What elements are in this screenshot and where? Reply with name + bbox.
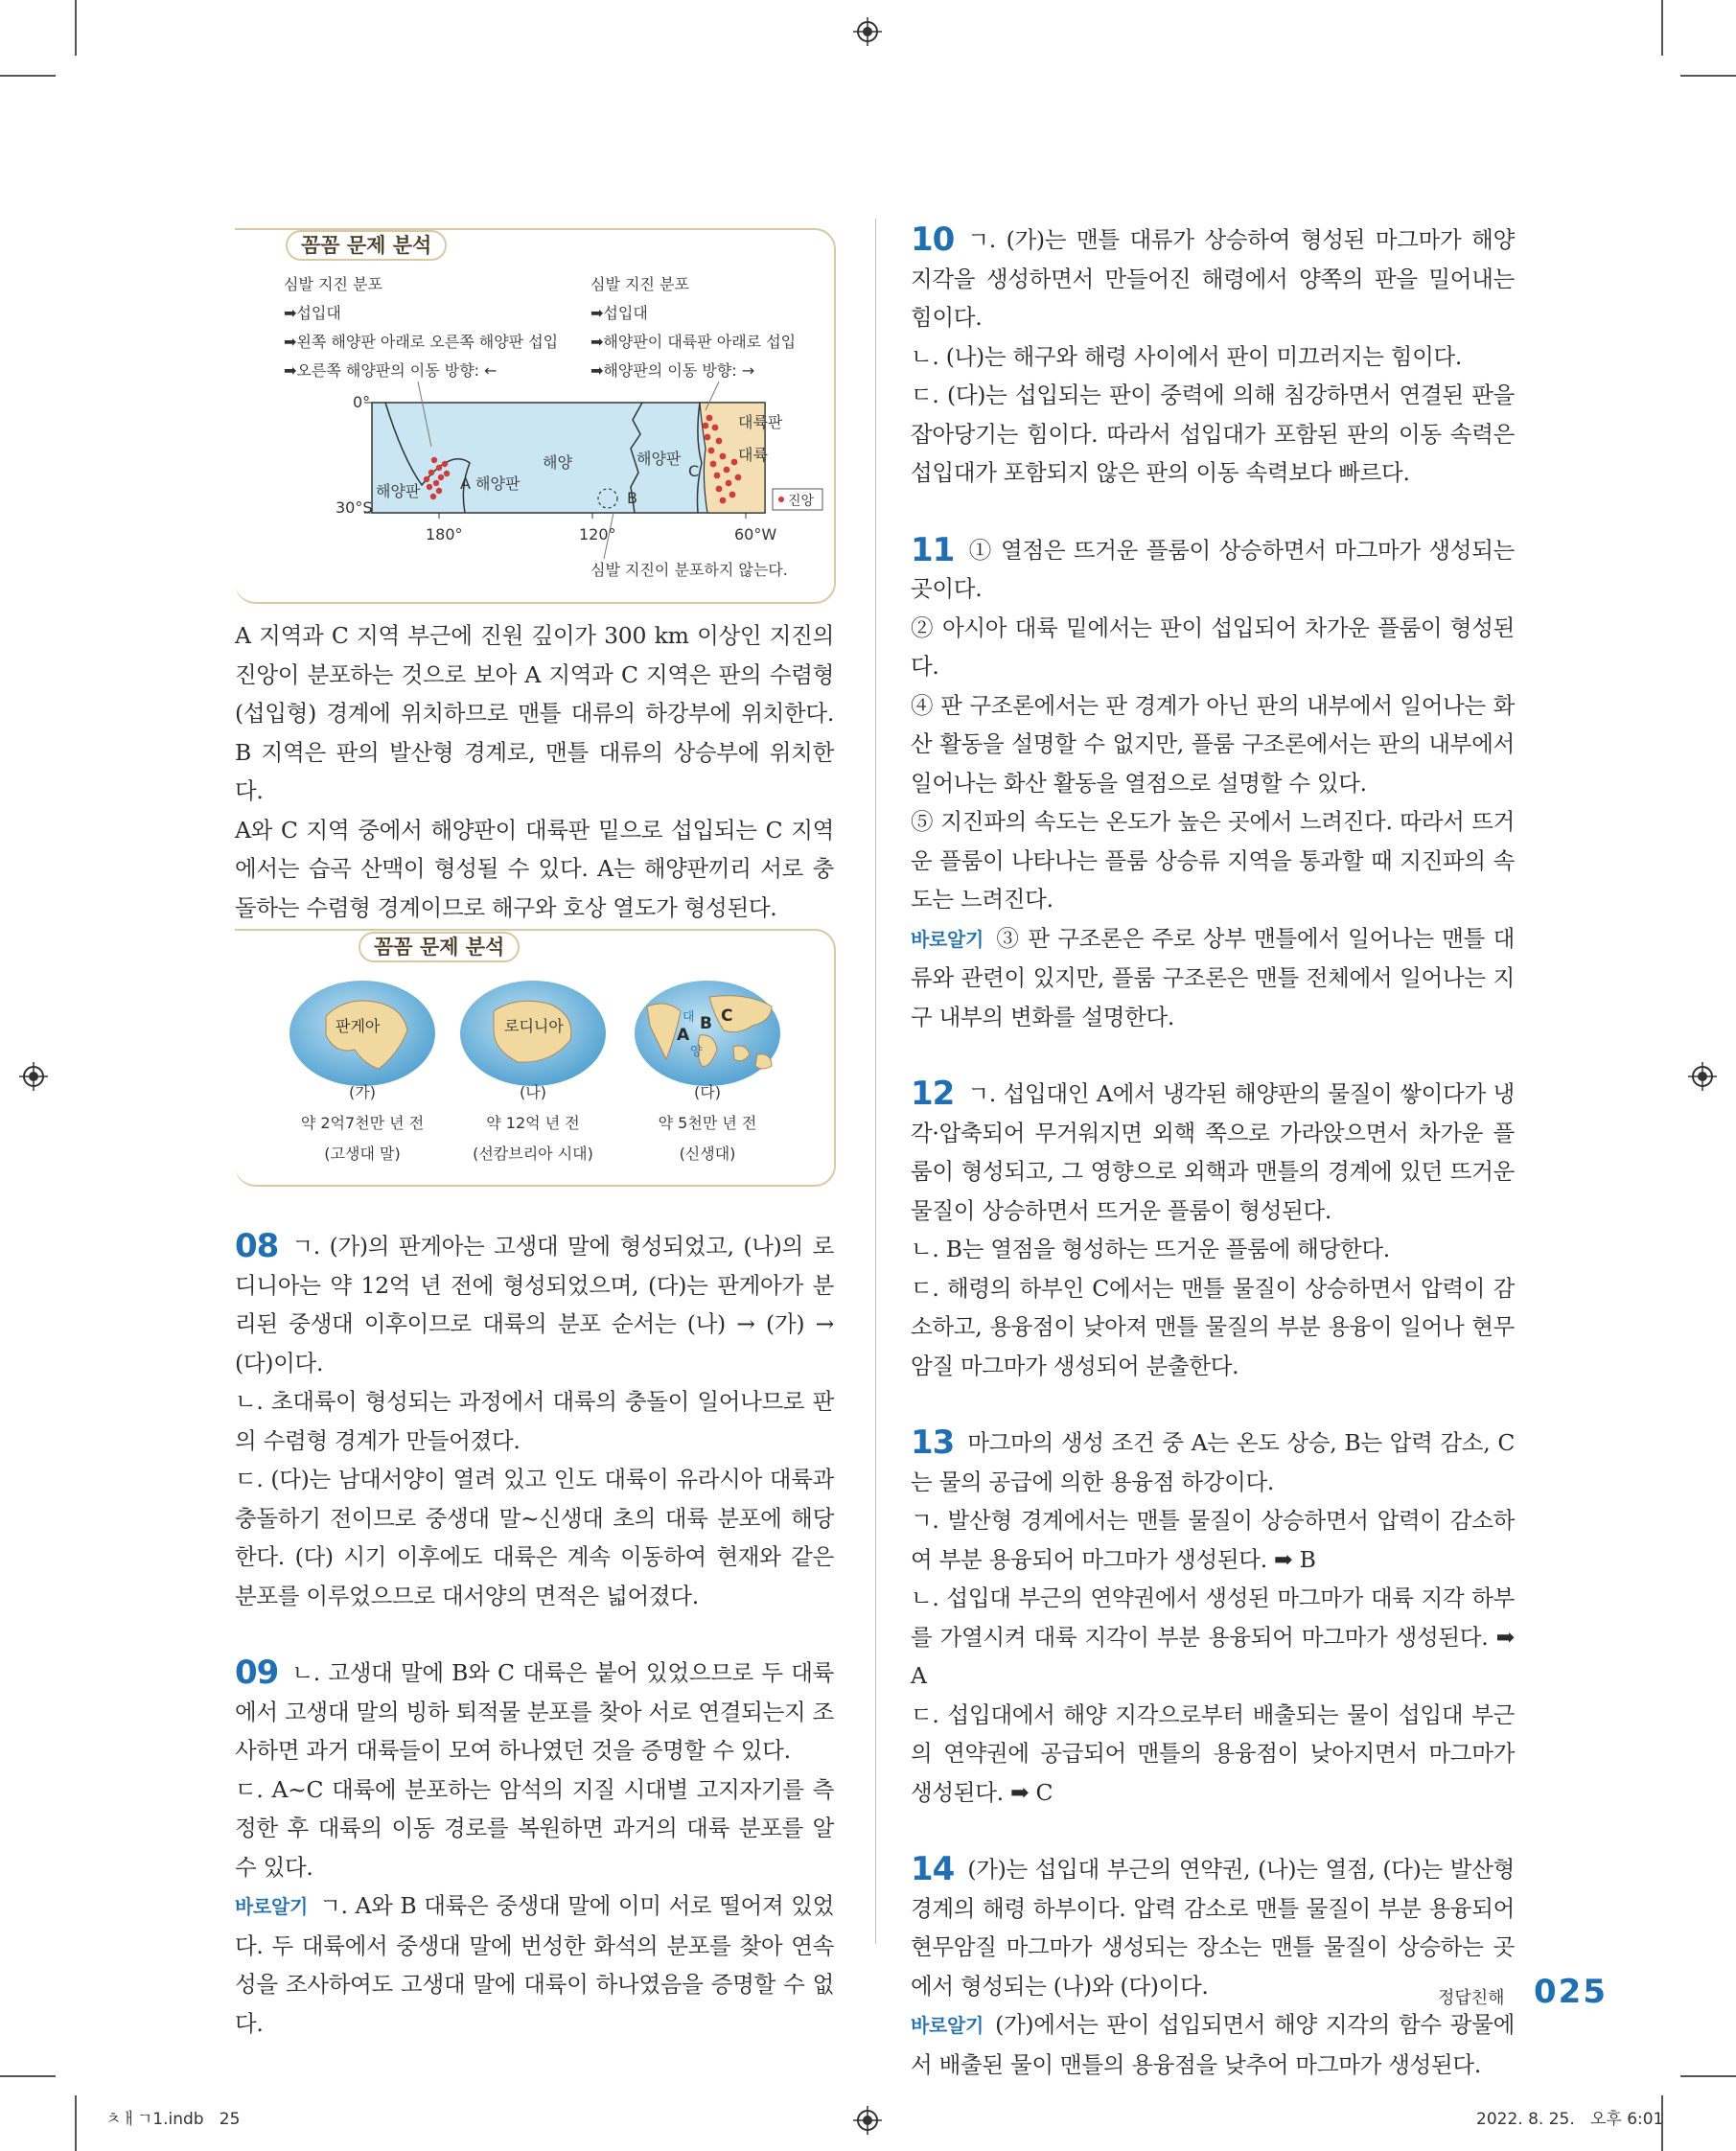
answer-12: 12 ㄱ. 섭입대인 A에서 냉각된 해양판의 물질이 쌓이다가 냉각·압축되어 무거워지면 외핵 쪽으로 가라앉으면서 차가운 플룸이 형성되고, 그 영향으로 외핵과 맨틀의 경계에 있던 뜨거운 물질이 상승하면서 뜨거운 플룸이 형성된다. <box>911 1075 1515 1224</box>
map-label: 해양판 <box>637 450 682 468</box>
globe-mark: A <box>677 1026 690 1045</box>
answer-08: 08 ㄱ. (가)의 판게아는 고생대 말에 형성되었고, (나)의 로디니아는 약 12억 년 전에 형성되었으며, (다)는 판게아가 분리된 중생대 이후이므로 대륙의 분포 순서는 (나) → (가) → (다)이다. <box>235 1227 834 1376</box>
globe-caption: (나) 약 12억 년 전 (선캄브리아 시대) <box>473 1083 593 1163</box>
paragraph: ㄱ. 발산형 경계에서는 맨틀 물질이 상승하면서 압력이 감소하여 부분 용융되어 마그마가 생성된다. ➡ B <box>911 1507 1515 1573</box>
left-note: 심발 지진 분포 ➡섭입대 ➡왼쪽 해양판 아래로 오른쪽 해양판 섭입 ➡오른쪽 해양판의 이동 방향: ← <box>284 275 559 380</box>
map-label: C <box>688 462 700 480</box>
answer-13: 13 마그마의 생성 조건 중 A는 온도 상승, B는 압력 감소, C는 물의 공급에 의한 용융점 하강이다. <box>911 1423 1515 1495</box>
paragraph: ㄷ. (다)는 섭입되는 판이 중력에 의해 침강하면서 연결된 판을 잡아당기는 힘이다. 따라서 섭입대가 포함된 판의 이동 속력은 섭입대가 포함되지 않은 판의 이동 속력보다 빠르다. <box>911 382 1515 486</box>
paragraph: ㄷ. 섭입대에서 해양 지각으로부터 배출되는 물이 섭입대 부근의 연약권에 공급되어 맨틀의 용융점이 낮아지면서 마그마가 생성된다. ➡ C <box>911 1700 1515 1806</box>
answer-14: 14 (가)는 섭입대 부근의 연약권, (나)는 열점, (다)는 발산형 경계의 해령 하부이다. 압력 감소로 맨틀 물질이 부분 용융되어 현무암질 마그마가 생성되는 장소는 맨틀 물질이 상승하는 곳에서 형성되는 (나)와 (다)이다. <box>911 1850 1515 2000</box>
lon-label: 120° <box>579 525 616 544</box>
crop-mark <box>0 2075 56 2077</box>
lat-label: 0° <box>353 393 371 411</box>
paragraph: ㄴ. 섭입대 부근의 연약권에서 생성된 마그마가 대륙 지각 하부를 가열시켜 대륙 지각이 부분 용융되어 마그마가 생성된다. ➡ A <box>911 1584 1515 1689</box>
crop-mark <box>0 75 56 77</box>
correction: 바로알기 ㄱ. A와 B 대륙은 중생대 말에 이미 서로 떨어져 있었다. 두 대륙에서 중생대 말에 번성한 화석의 분포를 찾아 연속성을 조사하여도 고생대 말에 대륙이 하나였음을 증명할 수 없다. <box>235 1892 834 2037</box>
paragraph: ㄴ. (나)는 해구와 해령 사이에서 판이 미끄러지는 힘이다. <box>911 342 1463 370</box>
answer-11: 11 ① 열점은 뜨거운 플룸이 상승하면서 마그마가 생성되는 곳이다. <box>911 530 1515 602</box>
map-label: B <box>627 489 637 507</box>
paragraph: ② 아시아 대륙 밑에서는 판이 섭입되어 차가운 플룸이 형성된다. <box>911 613 1515 680</box>
registration-mark-icon <box>1688 1062 1717 1091</box>
globe-mark: B <box>700 1014 712 1033</box>
legend-label: 진앙 <box>788 494 815 509</box>
paragraph: ㄷ. (다)는 남대서양이 열려 있고 인도 대륙이 유라시아 대륙과 충돌하기 전이므로 중생대 말~신생대 초의 대륙 분포에 해당한다. (다) 시기 이후에도 대륙은 계속 이동하여 현재와 같은 분포를 이루었으므로 대서양의 면적은 넓어졌다. <box>235 1466 834 1609</box>
right-column <box>911 220 1515 2084</box>
registration-mark-icon <box>853 2106 882 2135</box>
globe-mark: C <box>721 1006 733 1026</box>
section-label: 정답친해 <box>1438 1988 1505 2008</box>
paragraph: ④ 판 구조론에서는 판 경계가 아닌 판의 내부에서 일어나는 화산 활동을 설명할 수 없지만, 플룸 구조론에서는 판의 내부에서 일어나는 화산 활동을 열점으로 설명할 수 있다. <box>911 691 1515 797</box>
paragraph: ⑤ 지진파의 속도는 온도가 높은 곳에서 느려진다. 따라서 뜨거운 플룸이 나타나는 플룸 상승류 지역을 통과할 때 지진파의 속도는 느려진다. <box>911 808 1515 913</box>
left-text-07 <box>235 616 834 927</box>
map-label: 대륙 <box>738 446 768 464</box>
analysis-tag: 꼼꼼 문제 분석 <box>280 230 452 259</box>
column-divider <box>875 219 876 1944</box>
left-text-0809 <box>235 1227 834 2043</box>
date-stamp: 2022. 8. 25. 오후 6:01 <box>1476 2110 1664 2129</box>
globe-caption: (가) 약 2억7천만 년 전 (고생대 말) <box>300 1083 425 1163</box>
page-number: 025 <box>1534 1973 1608 2011</box>
paragraph: A 지역과 C 지역 부근에 진원 깊이가 300 km 이상인 지진의 진앙이 분포하는 것으로 보아 A 지역과 C 지역은 판의 수렴형 (섭입형) 경계에 위치하므로 맨틀 대류의 하강부에 위치한다. B 지역은 판의 발산형 경계로, 맨틀 대류의 상승부에 위치한다. <box>235 622 834 804</box>
lon-label: 60°W <box>734 525 777 544</box>
paragraph: ㄴ. B는 열점을 형성하는 뜨거운 플룸에 해당한다. <box>911 1236 1390 1262</box>
analysis-tag: 꼼꼼 문제 분석 <box>353 932 525 960</box>
paragraph: ㄴ. 초대륙이 형성되는 과정에서 대륙의 충돌이 일어나므로 판의 수렴형 경계가 만들어졌다. <box>235 1388 834 1454</box>
right-note: 심발 지진 분포 ➡섭입대 ➡해양판이 대륙판 아래로 섭입 ➡해양판의 이동 방향: → <box>590 275 797 380</box>
crop-mark <box>75 0 77 56</box>
file-stamp: ㅊㅐㄱ1.indb 25 <box>105 2110 241 2129</box>
crop-mark <box>75 2095 77 2151</box>
map-label: 해양판 <box>376 482 421 500</box>
crop-mark <box>1680 2075 1736 2077</box>
globe-caption: (다) 약 5천만 년 전 (신생대) <box>658 1083 757 1163</box>
map-label: 해양 <box>543 453 572 472</box>
globe-mark: 대 <box>683 1010 695 1025</box>
bottom-note: 심발 지진이 분포하지 않는다. <box>590 561 788 579</box>
globe-name: 로디니아 <box>504 1017 564 1035</box>
map-label: A 해양판 <box>460 474 521 493</box>
map-label: 대륙판 <box>738 413 783 431</box>
lon-label: 180° <box>426 525 463 544</box>
crop-mark <box>1680 75 1736 77</box>
answer-10: 10 ㄱ. (가)는 맨틀 대류가 상승하여 형성된 마그마가 해양 지각을 생성하면서 만들어진 해령에서 양쪽의 판을 밀어내는 힘이다. <box>911 220 1515 331</box>
paragraph: ㄷ. A~C 대륙에 분포하는 암석의 지질 시대별 고지자기를 측정한 후 대륙의 이동 경로를 복원하면 과거의 대륙 분포를 알 수 있다. <box>235 1775 834 1881</box>
paragraph: ㄷ. 해령의 하부인 C에서는 맨틀 물질이 상승하면서 압력이 감소하고, 용융점이 낮아져 맨틀 물질의 부분 용융이 일어나 현무암질 마그마가 생성되어 분출한다. <box>911 1274 1515 1379</box>
answer-09: 09 ㄴ. 고생대 말에 B와 C 대륙은 붙어 있었으므로 두 대륙에서 고생대 말의 빙하 퇴적물 분포를 찾아 서로 연결되는지 조사하면 과거 대륙들이 모여 하나였던 것을 증명할 수 있다. <box>235 1654 834 1764</box>
correction: 바로알기 ③ 판 구조론은 주로 상부 맨틀에서 일어나는 맨틀 대류와 관련이 있지만, 플룸 구조론은 맨틀 전체에서 일어나는 지구 내부의 변화를 설명한다. <box>911 924 1515 1030</box>
registration-mark-icon <box>19 1062 48 1091</box>
registration-mark-icon <box>853 17 882 46</box>
globe-name: 판게아 <box>336 1017 381 1035</box>
lat-label: 30°S <box>336 498 373 517</box>
correction: 바로알기 (가)에서는 판이 섭입되면서 해양 지각의 함수 광물에서 배출된 물이 맨틀의 용융점을 낮추어 마그마가 생성된다. <box>911 2011 1515 2078</box>
crop-mark <box>1661 0 1663 56</box>
globe-mark: 양 <box>690 1045 703 1059</box>
paragraph: A와 C 지역 중에서 해양판이 대륙판 밑으로 섭입되는 C 지역에서는 습곡 산맥이 형성될 수 있다. A는 해양판끼리 서로 충돌하는 수렴형 경계이므로 해구와 호상 열도가 형성된다. <box>235 816 834 921</box>
